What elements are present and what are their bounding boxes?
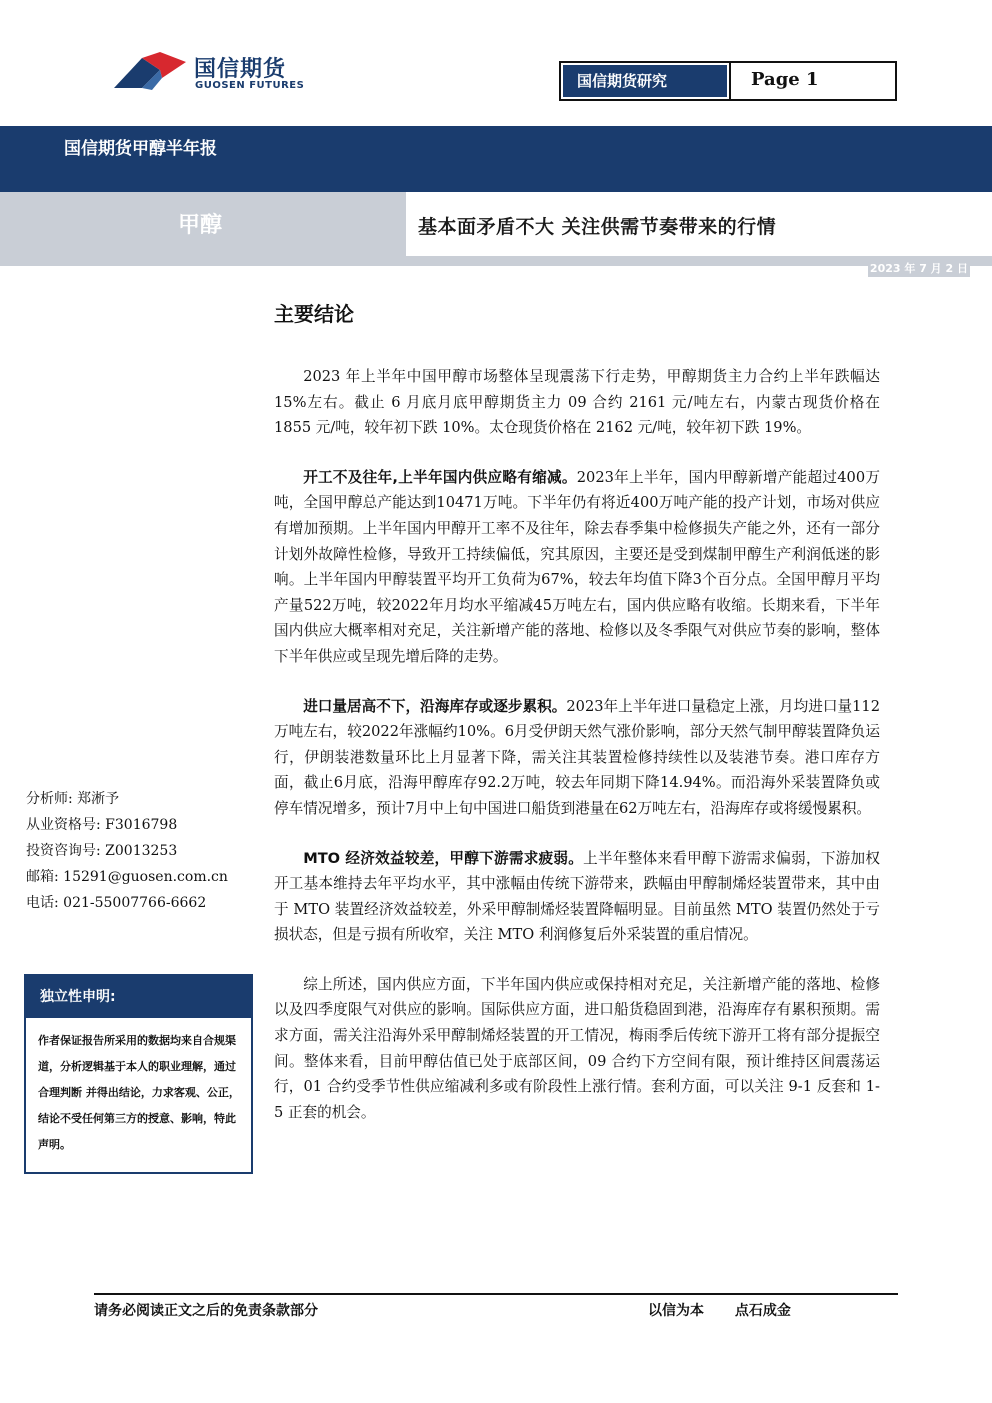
- paragraph: [274, 972, 880, 1126]
- logo-text-en: GUOSEN FUTURES: [195, 80, 305, 91]
- paragraph-lead: 开工不及往年,上半年国内供应略有缩减。: [303, 468, 577, 486]
- declaration-title: 独立性申明:: [26, 976, 251, 1018]
- headline: 基本面矛盾不大 关注供需节奏带来的行情: [418, 216, 777, 238]
- paragraph: [274, 364, 880, 441]
- footer-disclaimer: 请务必阅读正文之后的免责条款部分: [94, 1303, 318, 1319]
- paragraph-text: 综上所述，国内供应方面，下半年国内供应或保持相对充足，关注新增产能的落地、检修以及四季度限气对供应的影响。国际供应方面，进口船货稳固到港，沿海库存有累积预期。需求方面，需关注沿海外采甲醇制烯烃装置的开工情况，梅雨季后传统下游开工将有部分提振空间。整体来看，目前甲醇估值已处于底部区间，09 合约下方空间有限，预计维持区间震荡运行，01 合约受季节性供应缩减利多或有阶段性上涨行情。套利方面，可以关注 9-1 反套和 1-5 正套的机会。: [274, 975, 880, 1121]
- paragraph-text: 2023年上半年进口量稳定上涨，月均进口量112万吨左右，较2022年涨幅约10%。6月受伊朗天然气涨价影响，部分天然气制甲醇装置降负运行，伊朗装港数量环比上月显著下降，需关注其装置检修持续性以及装港节奏。港口库存方面，截止6月底，沿海甲醇库存92.2万吨，较去年同期下降14.94%。而沿海外采装置降负或停车情况增多，预计7月中上旬中国进口船货到港量在62万吨左右，沿海库存或将缓慢累积。: [274, 697, 880, 817]
- paragraph-text: 2023 年上半年中国甲醇市场整体呈现震荡下行走势，甲醇期货主力合约上半年跌幅达 15%左右。截止 6 月底月底甲醇期货主力 09 合约 2161 元/吨左右，内蒙古现货价格在 1855 元/吨，较年初下跌 10%。太仓现货价格在 2162 元/吨，较年初下跌 19%。: [274, 368, 880, 437]
- guosen-logo: [112, 48, 312, 98]
- category-bar: [0, 192, 992, 266]
- analyst-qualification: 从业资格号: F3016798: [26, 817, 178, 833]
- analyst-info: [26, 786, 228, 916]
- header-divider: [729, 63, 731, 99]
- date-bar: [0, 256, 992, 278]
- independence-declaration: [24, 974, 253, 1174]
- header-box: [559, 61, 897, 101]
- paragraph: [274, 846, 880, 948]
- report-title-bar: [0, 126, 992, 192]
- analyst-email: 邮箱: 15291@guosen.com.cn: [26, 869, 228, 885]
- section-title: 主要结论: [274, 302, 354, 326]
- paragraph-text: 上半年整体来看甲醇下游需求偏弱，下游加权开工基本维持去年平均水平，其中涨幅由传统下游带来，跌幅由甲醇制烯烃装置带来，其中由于 MTO 装置经济效益较差，外采甲醇制烯烃装置降幅明显。目前虽然 MTO 装置仍然处于亏损状态，但是亏损有所收窄，关注 MTO 利润修复后外采装置的重启情况。: [274, 849, 880, 944]
- paragraph-lead: 进口量居高不下，沿海库存或逐步累积。: [303, 697, 567, 715]
- analyst-phone: 电话: 021-55007766-6662: [26, 895, 207, 911]
- logo-mark-icon: [112, 48, 188, 98]
- declaration-text: 作者保证报告所采用的数据均来自合规渠道，分析逻辑基于本人的职业理解，通过合理判断 并得出结论，力求客观、公正，结论不受任何第三方的授意、影响，特此声明。: [38, 1034, 240, 1151]
- main-body: [274, 364, 880, 1149]
- report-date: 2023 年 7 月 2 日: [868, 259, 970, 277]
- paragraph-text: 2023年上半年，国内甲醇新增产能超过400万吨，全国甲醇总产能达到10471万吨。下半年仍有将近400万吨产能的投产计划，市场对供应有增加预期。上半年国内甲醇开工率不及往年，除去春季集中检修损失产能之外，还有一部分计划外故障性检修，导致开工持续偏低，究其原因，主要还是受到煤制甲醇生产利润低迷的影响。上半年国内甲醇装置平均开工负荷为67%，较去年均值下降3个百分点。全国甲醇月平均产量522万吨，较2022年月均水平缩减45万吨左右，国内供应略有收缩。长期来看，下半年国内供应大概率相对充足，关注新增产能的落地、检修以及冬季限气对供应节奏的影响，整体下半年供应或呈现先增后降的走势。: [274, 468, 881, 665]
- analyst-consult-number: 投资咨询号: Z0013253: [26, 843, 178, 859]
- analyst-name: 分析师: 郑淅予: [26, 791, 120, 807]
- paragraph: [274, 694, 880, 822]
- footer-slogan: 以信为本 点石成金: [648, 1303, 791, 1319]
- category-label: 甲醇: [178, 213, 223, 238]
- research-label: 国信期货研究: [563, 65, 727, 97]
- footer-divider: [94, 1293, 898, 1295]
- paragraph-lead: MTO 经济效益较差，甲醇下游需求疲弱。: [303, 849, 584, 867]
- paragraph: [274, 465, 880, 670]
- report-title: 国信期货甲醇半年报: [64, 139, 217, 159]
- page-number: Page 1: [751, 69, 819, 90]
- logo-text-cn: 国信期货: [194, 57, 287, 82]
